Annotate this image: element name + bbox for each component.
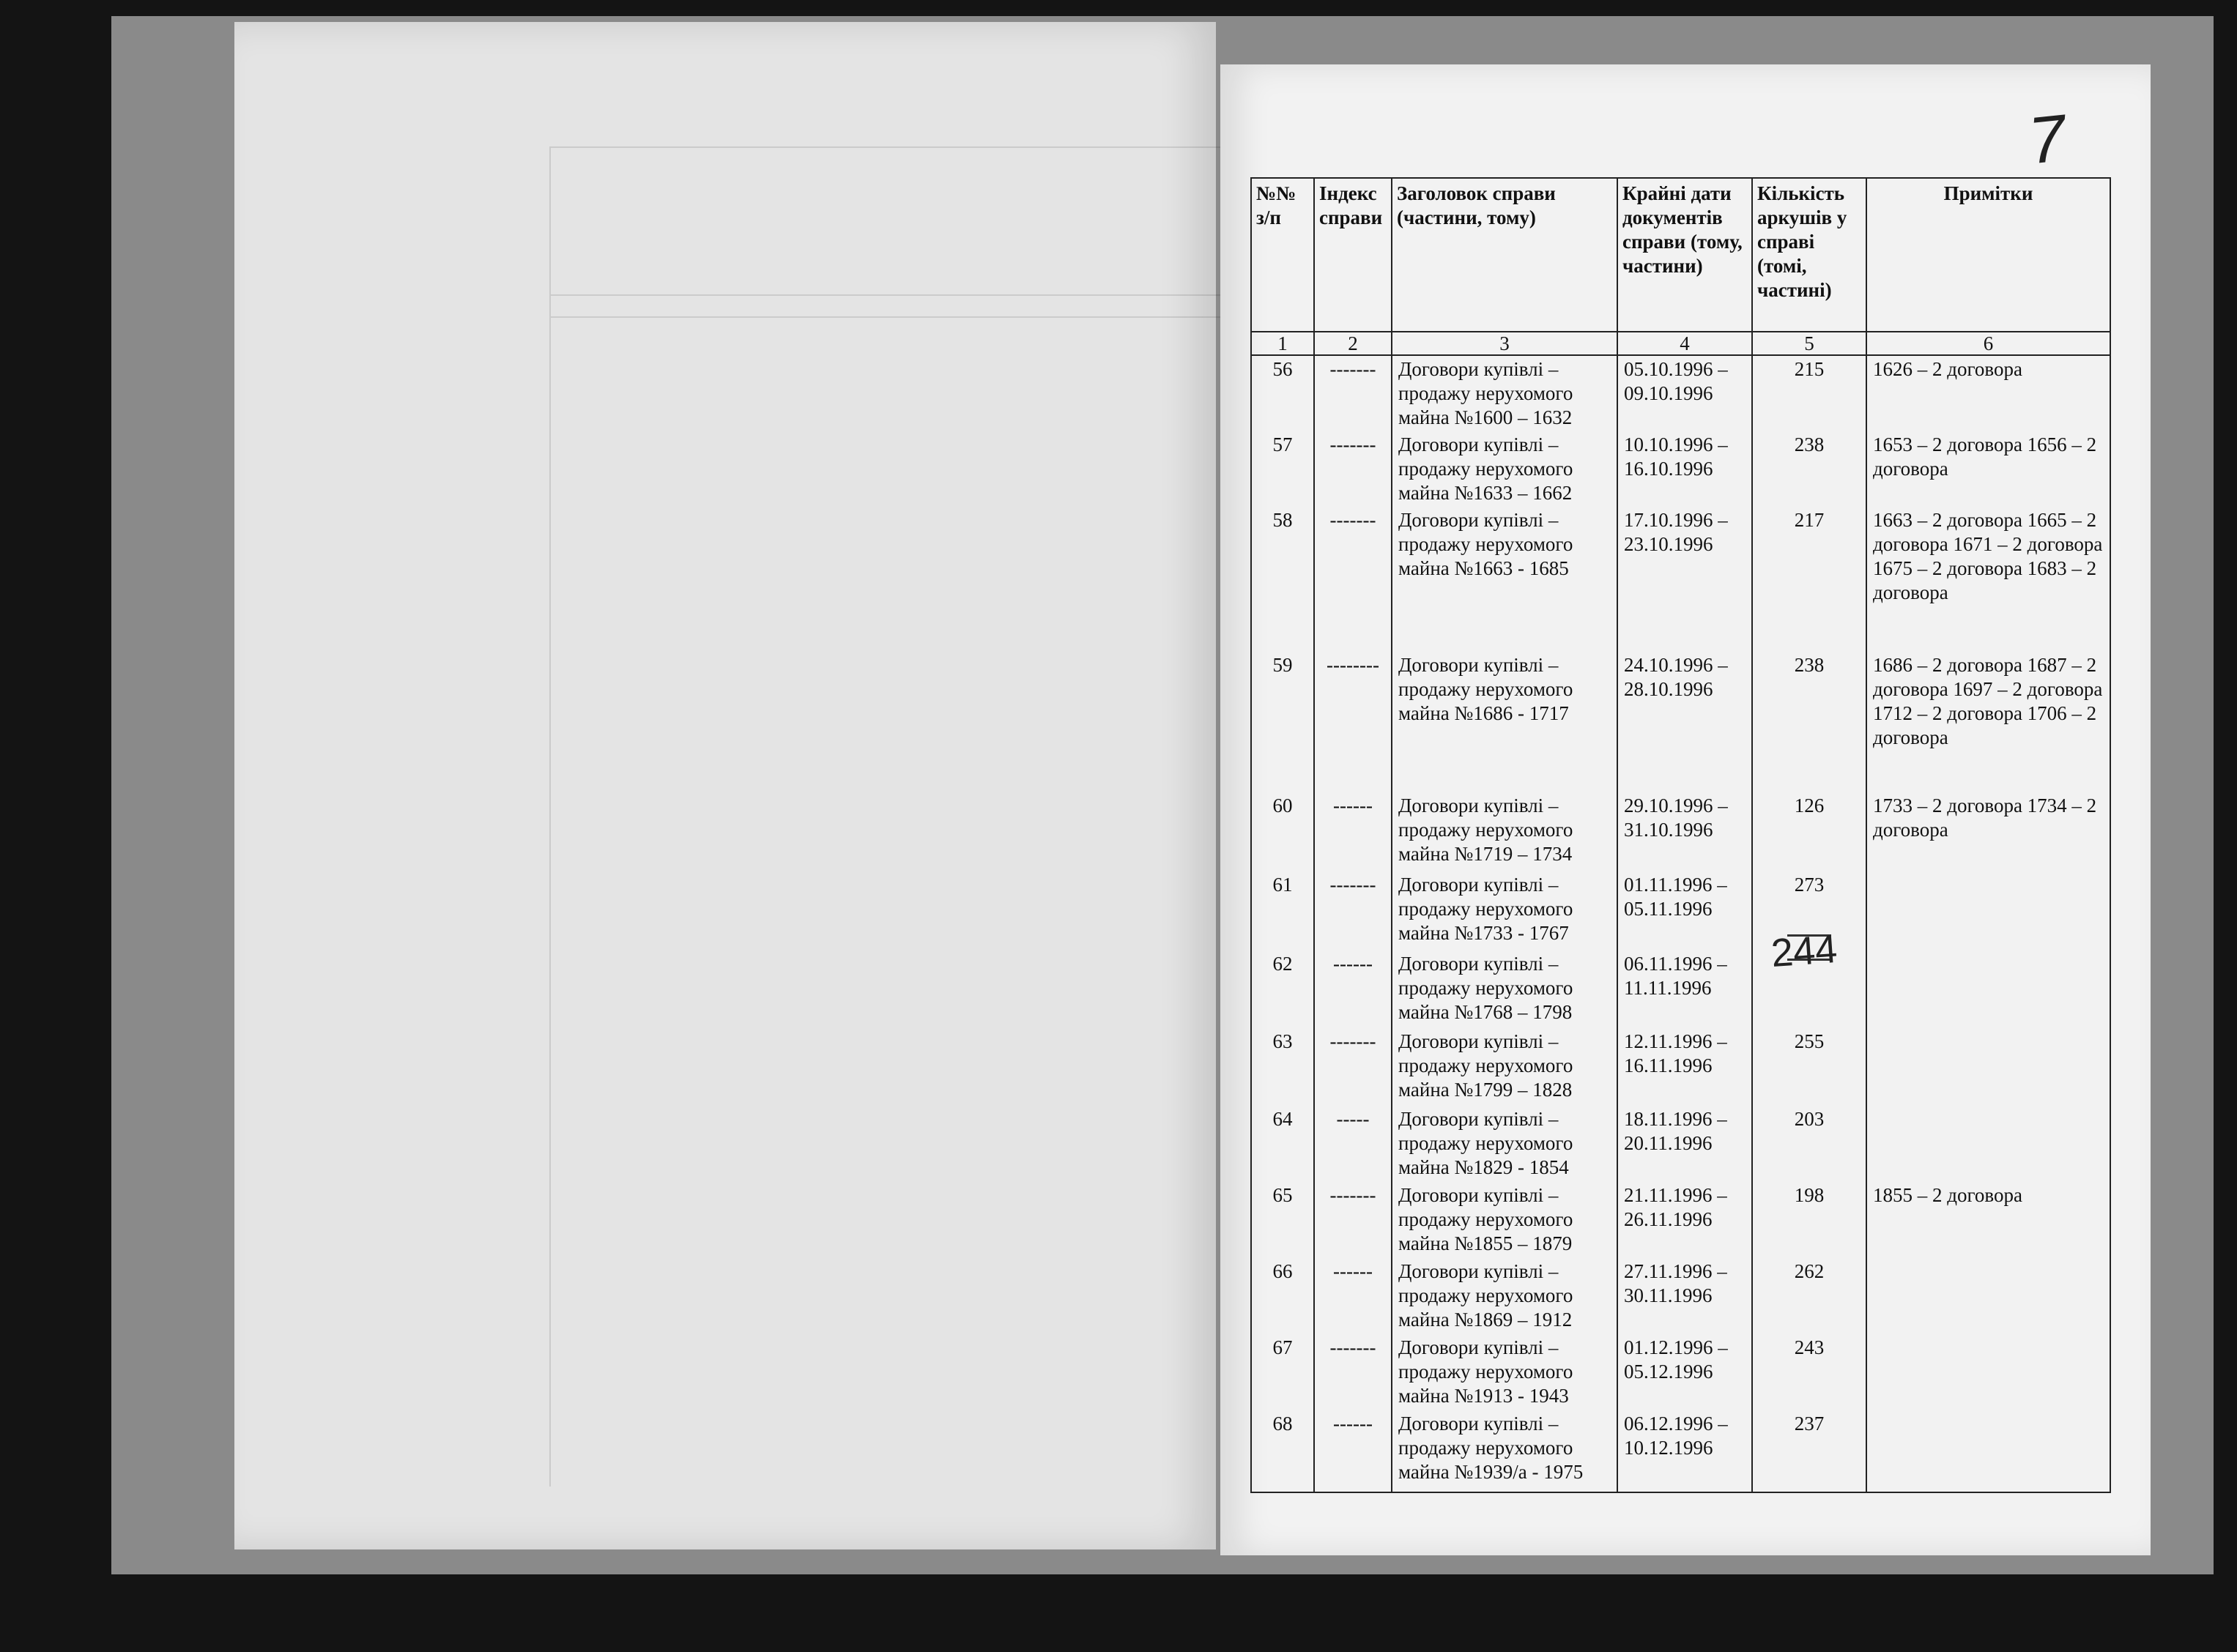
- case-register-table: [1250, 177, 2111, 1493]
- row-number: 62: [1251, 950, 1314, 1028]
- row-title: Договори купівлі – продажу нерухомого майна №1869 – 1912: [1392, 1258, 1617, 1334]
- row-dates: 06.12.1996 – 10.12.1996: [1617, 1410, 1752, 1492]
- row-notes: [1866, 871, 2110, 950]
- row-sheet-count: 217: [1752, 507, 1866, 652]
- row-dates: 01.12.1996 – 05.12.1996: [1617, 1334, 1752, 1410]
- column-number: 2: [1314, 332, 1392, 355]
- row-dates: 17.10.1996 – 23.10.1996: [1617, 507, 1752, 652]
- row-title: Договори купівлі – продажу нерухомого майна №1829 - 1854: [1392, 1106, 1617, 1182]
- column-number: 4: [1617, 332, 1752, 355]
- row-title: Договори купівлі – продажу нерухомого майна №1939/а - 1975: [1392, 1410, 1617, 1492]
- table-row: [1251, 355, 2110, 431]
- row-title: Договори купівлі – продажу нерухомого майна №1600 – 1632: [1392, 355, 1617, 431]
- column-number: 6: [1866, 332, 2110, 355]
- row-dates: 06.11.1996 – 11.11.1996: [1617, 950, 1752, 1028]
- row-title: Договори купівлі – продажу нерухомого майна №1733 - 1767: [1392, 871, 1617, 950]
- row-number: 68: [1251, 1410, 1314, 1492]
- row-dates: 21.11.1996 – 26.11.1996: [1617, 1182, 1752, 1258]
- row-number: 60: [1251, 792, 1314, 871]
- row-number: 61: [1251, 871, 1314, 950]
- row-sheet-count: 243: [1752, 1334, 1866, 1410]
- row-notes: [1866, 1410, 2110, 1492]
- row-dates: 29.10.1996 – 31.10.1996: [1617, 792, 1752, 871]
- row-sheet-count: 198: [1752, 1182, 1866, 1258]
- row-sheet-count: 238: [1752, 652, 1866, 792]
- table-row: [1251, 431, 2110, 507]
- row-index: --------: [1314, 652, 1392, 792]
- row-index: -------: [1314, 355, 1392, 431]
- column-number: 5: [1752, 332, 1866, 355]
- row-title: Договори купівлі – продажу нерухомого майна №1633 – 1662: [1392, 431, 1617, 507]
- row-notes: 1663 – 2 договора 1665 – 2 договора 1671 – 2 договора 1675 – 2 договора 1683 – 2 договора: [1866, 507, 2110, 652]
- row-dates: 05.10.1996 – 09.10.1996: [1617, 355, 1752, 431]
- row-title: Договори купівлі – продажу нерухомого майна №1799 – 1828: [1392, 1028, 1617, 1106]
- table-row: [1251, 507, 2110, 652]
- row-number: 56: [1251, 355, 1314, 431]
- table-body: [1251, 355, 2110, 1492]
- row-dates: 18.11.1996 – 20.11.1996: [1617, 1106, 1752, 1182]
- table-row: [1251, 1410, 2110, 1492]
- row-notes: 1733 – 2 договора 1734 – 2 договора: [1866, 792, 2110, 871]
- header-dates: Крайні дати документів справи (тому, частини): [1617, 178, 1752, 332]
- row-notes: [1866, 1334, 2110, 1410]
- row-notes: [1866, 1258, 2110, 1334]
- row-dates: 01.11.1996 – 05.11.1996: [1617, 871, 1752, 950]
- row-notes: [1866, 1106, 2110, 1182]
- row-index: -------: [1314, 1182, 1392, 1258]
- row-number: 57: [1251, 431, 1314, 507]
- row-index: -------: [1314, 871, 1392, 950]
- table-row: [1251, 1182, 2110, 1258]
- row-number: 65: [1251, 1182, 1314, 1258]
- row-number: 67: [1251, 1334, 1314, 1410]
- row-notes: 1686 – 2 договора 1687 – 2 договора 1697 – 2 договора 1712 – 2 договора 1706 – 2 договора: [1866, 652, 2110, 792]
- table-row: [1251, 652, 2110, 792]
- header-index: Індекс справи: [1314, 178, 1392, 332]
- row-sheet-count: 126: [1752, 792, 1866, 871]
- header-sheet-count: Кількість аркушів у справі (томі, частині): [1752, 178, 1866, 332]
- row-title: Договори купівлі – продажу нерухомого майна №1686 - 1717: [1392, 652, 1617, 792]
- table-row: [1251, 1334, 2110, 1410]
- row-number: 59: [1251, 652, 1314, 792]
- row-notes: [1866, 1028, 2110, 1106]
- column-number: 3: [1392, 332, 1617, 355]
- row-sheet-count: 238: [1752, 431, 1866, 507]
- table-row: [1251, 1106, 2110, 1182]
- row-dates: 24.10.1996 – 28.10.1996: [1617, 652, 1752, 792]
- row-sheet-count: 237: [1752, 1410, 1866, 1492]
- row-index: ------: [1314, 1410, 1392, 1492]
- row-number: 63: [1251, 1028, 1314, 1106]
- row-title: Договори купівлі – продажу нерухомого майна №1855 – 1879: [1392, 1182, 1617, 1258]
- row-notes: 1855 – 2 договора: [1866, 1182, 2110, 1258]
- header-row: [1251, 178, 2110, 332]
- page-number: 7: [2025, 101, 2070, 179]
- handwritten-sheet-count: 244: [1770, 926, 1839, 976]
- row-sheet-count: 215: [1752, 355, 1866, 431]
- row-index: -----: [1314, 1106, 1392, 1182]
- row-notes: [1866, 950, 2110, 1028]
- row-dates: 27.11.1996 – 30.11.1996: [1617, 1258, 1752, 1334]
- column-number-row: [1251, 332, 2110, 355]
- table-row: [1251, 1258, 2110, 1334]
- row-title: Договори купівлі – продажу нерухомого майна №1663 - 1685: [1392, 507, 1617, 652]
- row-title: Договори купівлі – продажу нерухомого майна №1719 – 1734: [1392, 792, 1617, 871]
- row-index: -------: [1314, 431, 1392, 507]
- table-row: [1251, 950, 2110, 1028]
- row-index: -------: [1314, 1028, 1392, 1106]
- table-row: [1251, 1028, 2110, 1106]
- row-dates: 10.10.1996 – 16.10.1996: [1617, 431, 1752, 507]
- row-notes: 1653 – 2 договора 1656 – 2 договора: [1866, 431, 2110, 507]
- table-row: [1251, 871, 2110, 950]
- row-notes: 1626 – 2 договора: [1866, 355, 2110, 431]
- row-index: -------: [1314, 1334, 1392, 1410]
- column-number: 1: [1251, 332, 1314, 355]
- row-index: -------: [1314, 507, 1392, 652]
- row-sheet-count: 255: [1752, 1028, 1866, 1106]
- row-index: ------: [1314, 1258, 1392, 1334]
- row-number: 58: [1251, 507, 1314, 652]
- row-number: 66: [1251, 1258, 1314, 1334]
- row-index: ------: [1314, 792, 1392, 871]
- header-title: Заголовок справи (частини, тому): [1392, 178, 1617, 332]
- row-number: 64: [1251, 1106, 1314, 1182]
- header-notes: Примітки: [1866, 178, 2110, 332]
- left-page: [234, 22, 1216, 1549]
- row-title: Договори купівлі – продажу нерухомого майна №1913 - 1943: [1392, 1334, 1617, 1410]
- row-title: Договори купівлі – продажу нерухомого майна №1768 – 1798: [1392, 950, 1617, 1028]
- row-dates: 12.11.1996 – 16.11.1996: [1617, 1028, 1752, 1106]
- row-sheet-count: 273: [1752, 871, 1866, 950]
- row-sheet-count: 203: [1752, 1106, 1866, 1182]
- header-number: №№ з/п: [1251, 178, 1314, 332]
- row-index: ------: [1314, 950, 1392, 1028]
- row-sheet-count: 262: [1752, 1258, 1866, 1334]
- table-row: [1251, 792, 2110, 871]
